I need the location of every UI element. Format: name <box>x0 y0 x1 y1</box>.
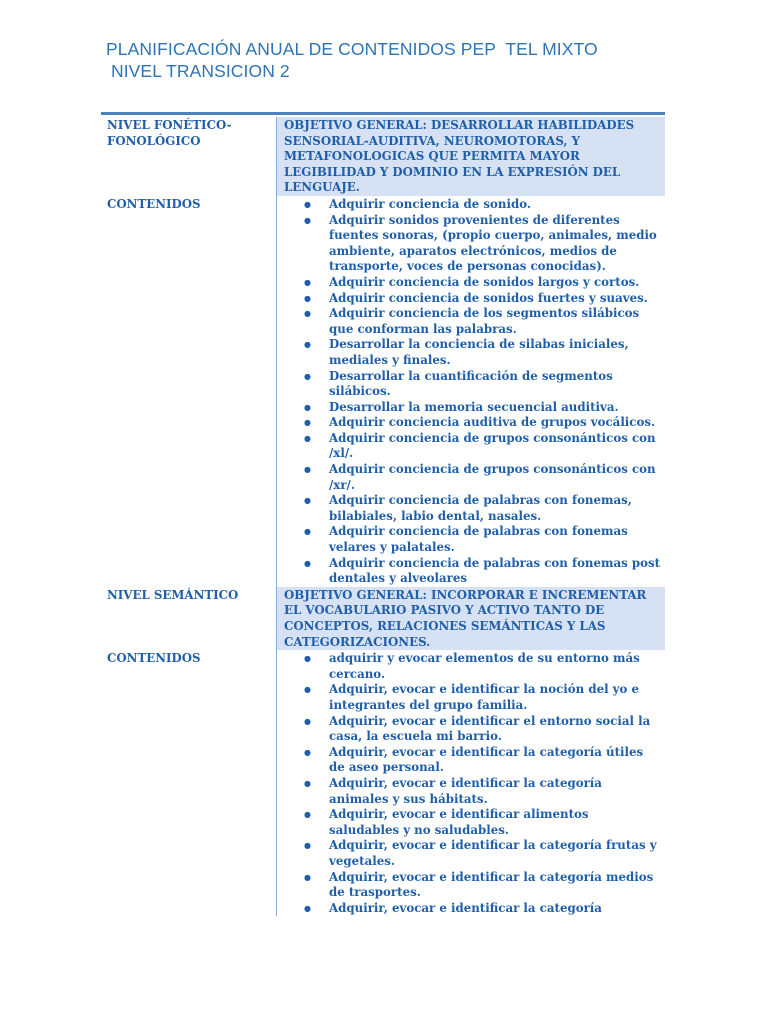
general-objective: OBJETIVO GENERAL: INCORPORAR E INCREMENTAR EL VOCABULARIO PASIVO Y ACTIVO TANTO DE CONCEPTOS, RELACIONES SEMÁNTICAS Y LAS CATEGORIZACIONES. <box>277 587 665 650</box>
document-title <box>106 38 598 82</box>
contents-label: CONTENIDOS <box>101 650 277 916</box>
title-line-1: PLANIFICACIÓN ANUAL DE CONTENIDOS PEP TEL MIXTO <box>106 39 598 59</box>
list-item: ● Adquirir conciencia de los segmentos silábicos que conforman las palabras. <box>329 306 661 337</box>
list-item: ● Adquirir conciencia de palabras con fonemas, bilabiales, labio dental, nasales. <box>329 493 661 524</box>
list-item: ● Adquirir, evocar e identificar la categoría útiles de aseo personal. <box>329 745 661 776</box>
contents-label: CONTENIDOS <box>101 196 277 587</box>
section-label: NIVEL FONÉTICO-FONOLÓGICO <box>101 117 277 196</box>
list-item: ● Adquirir conciencia de grupos consonánticos con /xl/. <box>329 431 661 462</box>
planning-table <box>101 112 665 916</box>
list-item: ● Desarrollar la memoria secuencial auditiva. <box>329 400 661 416</box>
table-row-phonetic-objective <box>101 117 665 196</box>
list-item: ● Adquirir, evocar e identificar alimentos saludables y no saludables. <box>329 807 661 838</box>
list-item: ● Adquirir conciencia auditiva de grupos vocálicos. <box>329 415 661 431</box>
table-row-semantic-contents <box>101 650 665 916</box>
list-item: ● Adquirir, evocar e identificar la categoría <box>329 901 661 917</box>
list-item: ● Desarrollar la cuantificación de segmentos silábicos. <box>329 369 661 400</box>
list-item: ● Adquirir conciencia de palabras con fonemas velares y palatales. <box>329 524 661 555</box>
list-item: ● Adquirir conciencia de sonido. <box>329 197 661 213</box>
general-objective: OBJETIVO GENERAL: DESARROLLAR HABILIDADES SENSORIAL-AUDITIVA, NEUROMOTORAS, Y METAFONOLOGICAS QUE PERMITA MAYOR LEGIBILIDAD Y DOMINIO EN LA EXPRESIÓN DEL LENGUAJE. <box>277 117 665 196</box>
table-row-phonetic-contents <box>101 196 665 587</box>
table-top-rule <box>101 112 665 115</box>
contents-cell <box>277 650 665 916</box>
list-item: ● Adquirir, evocar e identificar el entorno social la casa, la escuela mi barrio. <box>329 714 661 745</box>
contents-list <box>284 197 661 587</box>
list-item: ● Adquirir conciencia de sonidos fuertes y suaves. <box>329 291 661 307</box>
contents-list <box>284 651 661 916</box>
title-line-2: NIVEL TRANSICION 2 <box>106 61 290 81</box>
contents-cell <box>277 196 665 587</box>
list-item: ● Adquirir, evocar e identificar la categoría medios de trasportes. <box>329 870 661 901</box>
list-item: ● Adquirir conciencia de sonidos largos y cortos. <box>329 275 661 291</box>
list-item: ● Adquirir conciencia de grupos consonánticos con /xr/. <box>329 462 661 493</box>
list-item: ● Adquirir, evocar e identificar la categoría animales y sus hábitats. <box>329 776 661 807</box>
table-row-semantic-objective <box>101 587 665 650</box>
list-item: ● Adquirir, evocar e identificar la noción del yo e integrantes del grupo familia. <box>329 682 661 713</box>
list-item: ● adquirir y evocar elementos de su entorno más cercano. <box>329 651 661 682</box>
list-item: ● Desarrollar la conciencia de silabas iniciales, mediales y finales. <box>329 337 661 368</box>
section-label: NIVEL SEMÁNTICO <box>101 587 277 650</box>
list-item: ● Adquirir sonidos provenientes de diferentes fuentes sonoras, (propio cuerpo, animales, medio ambiente, aparatos electrónicos, medios de transporte, voces de personas conocidas). <box>329 213 661 275</box>
list-item: ● Adquirir, evocar e identificar la categoría frutas y vegetales. <box>329 838 661 869</box>
list-item: ● Adquirir conciencia de palabras con fonemas post dentales y alveolares <box>329 556 661 587</box>
